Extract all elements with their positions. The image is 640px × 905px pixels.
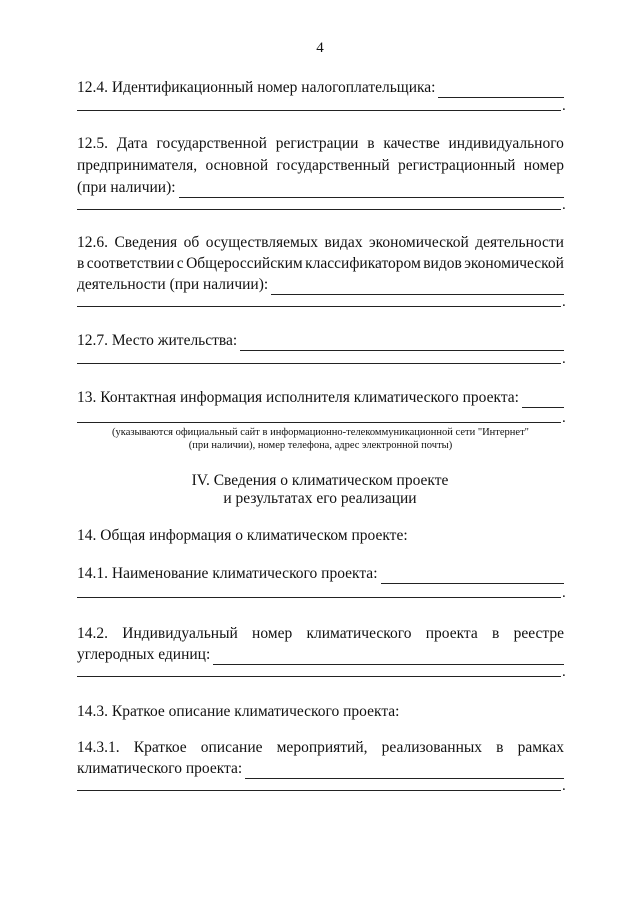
field-label: 13. Контактная информация исполнителя климатического проекта: — [77, 389, 519, 406]
fill-line[interactable] — [381, 568, 565, 584]
field-label: 14.1. Наименование климатического проекта: — [77, 565, 378, 582]
field-13-hint-line2: (при наличии), номер телефона, адрес электронной почты) — [188, 440, 453, 451]
word: в — [496, 739, 504, 756]
fill-line[interactable] — [438, 82, 564, 98]
word: Общероссийским — [186, 255, 303, 272]
word: индивидуального — [448, 135, 564, 152]
fill-line[interactable] — [245, 763, 564, 779]
fill-line[interactable] — [77, 790, 561, 791]
field-12-6-line2 — [77, 254, 564, 274]
field-12-4-inn — [77, 78, 564, 98]
field-14-3-description — [77, 702, 564, 722]
word: основной — [205, 157, 269, 174]
fill-line[interactable] — [179, 182, 564, 198]
word: в — [367, 135, 375, 152]
field-14-2-registry-number — [77, 645, 564, 665]
word: регистрации — [275, 135, 359, 152]
word: регистрационный — [398, 157, 516, 174]
end-mark: . — [562, 197, 566, 213]
word: осуществляемых — [205, 234, 318, 251]
field-14-3-1-line1 — [77, 738, 564, 758]
word: номер — [252, 625, 293, 642]
fill-line[interactable] — [240, 335, 564, 351]
end-mark: . — [562, 585, 566, 601]
word: Краткое — [133, 739, 187, 756]
word: описание — [200, 739, 263, 756]
fill-line[interactable] — [522, 392, 564, 408]
end-mark: . — [562, 98, 566, 114]
field-label: углеродных единиц: — [77, 646, 211, 663]
field-label: 14. Общая информация о климатическом проекте: — [77, 527, 408, 544]
fill-line[interactable] — [77, 597, 561, 598]
section-heading-line1: IV. Сведения о климатическом проекте — [191, 472, 449, 489]
field-label: 12.7. Место жительства: — [77, 332, 238, 349]
page-number: 4 — [316, 40, 324, 56]
word: 14.2. — [77, 625, 108, 642]
field-12-6-okved — [77, 275, 564, 295]
field-12-5-ogrn — [77, 178, 564, 198]
word: Индивидуальный — [122, 625, 238, 642]
word: экономической — [369, 234, 469, 251]
field-label: 12.4. Идентификационный номер налогоплательщика: — [77, 79, 436, 96]
word: предпринимателя, — [77, 157, 198, 174]
word: с — [176, 255, 184, 272]
field-label: (при наличии): — [77, 179, 176, 196]
fill-line[interactable] — [77, 363, 561, 364]
word: рамках — [517, 739, 564, 756]
word: мероприятий, — [276, 739, 368, 756]
word: 12.6. — [77, 234, 108, 251]
word: климатического — [306, 625, 412, 642]
word: в — [492, 625, 500, 642]
word: классификатором — [305, 255, 421, 272]
word: Сведения — [114, 234, 178, 251]
word: реестре — [513, 625, 564, 642]
word: проекта — [425, 625, 478, 642]
field-12-5-line2 — [77, 156, 564, 176]
word: видах — [324, 234, 363, 251]
field-14-general — [77, 526, 564, 546]
word: 14.3.1. — [77, 739, 120, 756]
end-mark: . — [562, 294, 566, 310]
word: экономической — [464, 255, 564, 272]
field-13-hint-line1: (указываются официальный сайт в информационно-телекоммуникационной сети "Интернет" — [112, 427, 529, 438]
fill-line[interactable] — [77, 306, 561, 307]
word: видов — [423, 255, 462, 272]
word: Дата — [116, 135, 148, 152]
section-heading-line2: и результатах его реализации — [223, 490, 417, 507]
field-14-1-project-name — [77, 564, 564, 584]
field-12-7-residence — [77, 331, 564, 351]
end-mark: . — [562, 778, 566, 794]
fill-line[interactable] — [77, 676, 561, 677]
word: номер — [523, 157, 564, 174]
field-13-contacts — [77, 388, 564, 408]
field-label: климатического проекта: — [77, 760, 243, 777]
word: качестве — [383, 135, 440, 152]
field-12-5-line1 — [77, 134, 564, 154]
word: реализованных — [381, 739, 483, 756]
word: государственной — [156, 135, 267, 152]
end-mark: . — [562, 664, 566, 680]
end-mark: . — [562, 351, 566, 367]
fill-line[interactable] — [77, 209, 561, 210]
fill-line[interactable] — [77, 422, 561, 423]
word: в — [77, 255, 85, 272]
fill-line[interactable] — [213, 649, 564, 665]
word: деятельности — [475, 234, 564, 251]
word: государственный — [276, 157, 390, 174]
word: 12.5. — [77, 135, 108, 152]
fill-line[interactable] — [77, 110, 561, 111]
field-12-6-line1 — [77, 233, 564, 253]
word: об — [183, 234, 200, 251]
word: соответствии — [86, 255, 175, 272]
field-14-2-line1 — [77, 624, 564, 644]
field-14-3-1-measures — [77, 759, 564, 779]
end-mark: . — [562, 410, 566, 426]
field-label: 14.3. Краткое описание климатического проекта: — [77, 703, 400, 720]
field-label: деятельности (при наличии): — [77, 276, 269, 293]
fill-line[interactable] — [271, 279, 564, 295]
